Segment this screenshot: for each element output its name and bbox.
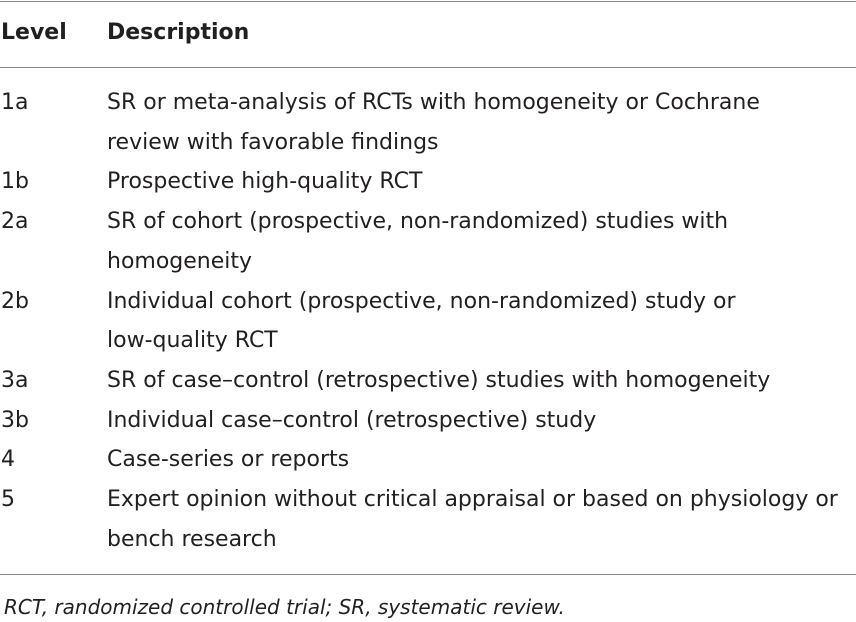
- row-level: 3b: [1, 407, 29, 433]
- table-top-rule: [0, 1, 856, 2]
- row-level: 1b: [1, 169, 29, 195]
- table-bottom-rule: [0, 574, 856, 575]
- row-description: Case-series or reports: [107, 447, 350, 473]
- header-level: Level: [1, 20, 67, 45]
- table-row: [0, 440, 856, 480]
- table-row: [0, 480, 856, 559]
- row-level: 3a: [1, 367, 29, 393]
- table-row: [0, 282, 856, 361]
- table-row: [0, 401, 856, 441]
- row-level: 1a: [1, 90, 29, 115]
- header-description: Description: [107, 20, 250, 45]
- row-description: SR of case–control (retrospective) studies with homogeneity: [107, 367, 771, 393]
- row-description: SR or meta-analysis of RCTs with homogeneity or Cochrane review with favorable findings: [107, 90, 760, 155]
- table-row: [0, 361, 856, 401]
- table-header-rule: [0, 67, 856, 68]
- row-description: Individual cohort (prospective, non-randomized) study or low-quality RCT: [107, 288, 736, 354]
- table-body: [0, 83, 856, 559]
- row-description: SR of cohort (prospective, non-randomized) studies with homogeneity: [107, 209, 729, 274]
- table-header-row: [0, 15, 856, 51]
- table-row: [0, 83, 856, 162]
- row-description: Expert opinion without critical appraisal or based on physiology or bench research: [107, 487, 838, 552]
- table-row: [0, 162, 856, 202]
- row-level: 2a: [1, 209, 29, 235]
- table-row: [0, 202, 856, 281]
- table-footnote: RCT, randomized controlled trial; SR, systematic review.: [4, 595, 565, 619]
- row-level: 2b: [1, 288, 29, 314]
- row-description: Prospective high-quality RCT: [107, 169, 423, 195]
- row-description: Individual case–control (retrospective) study: [107, 407, 597, 433]
- row-level: 4: [1, 447, 15, 473]
- row-level: 5: [1, 487, 15, 513]
